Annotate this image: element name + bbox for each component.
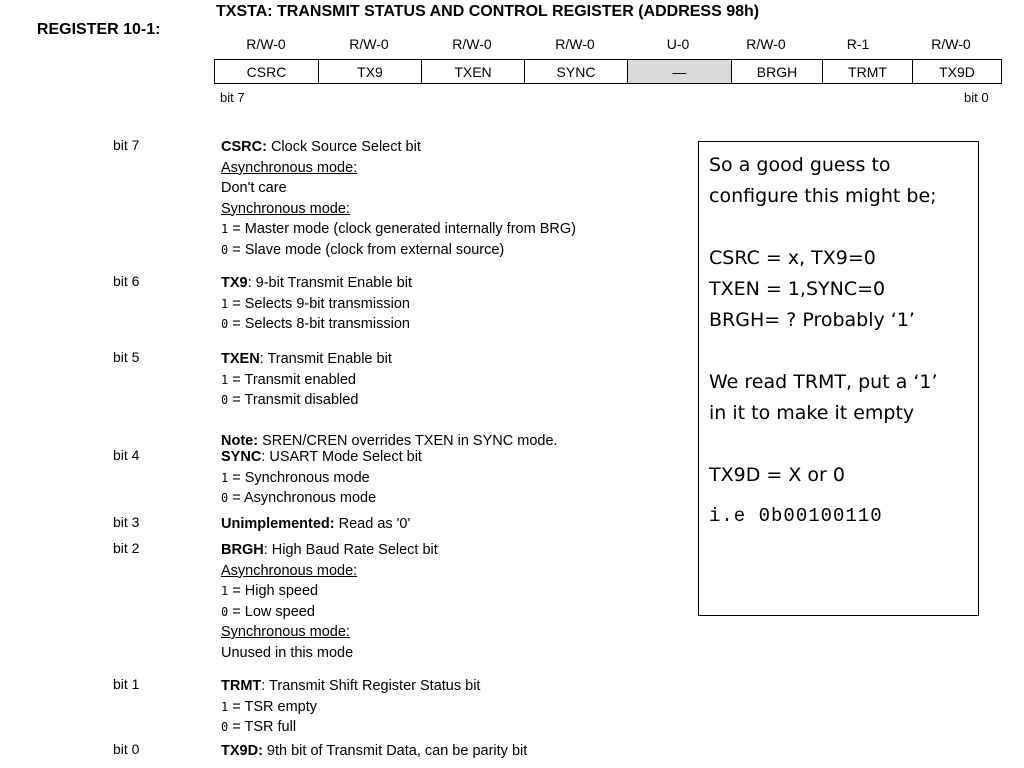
bit-label: bit 6	[113, 273, 140, 289]
bit-detail-line	[221, 622, 438, 643]
access-bit0: R/W-0	[931, 36, 971, 52]
note-line: TXEN = 1,SYNC=0	[709, 278, 886, 300]
note-code: i.e 0b00100110	[709, 505, 883, 527]
bit-detail-line	[221, 390, 558, 411]
note-line: CSRC = x, TX9=0	[709, 247, 876, 269]
bit-value: 1	[221, 470, 229, 485]
bit-label: bit 1	[113, 676, 140, 692]
bit-detail-line	[221, 199, 576, 220]
bit-field-summary: : Transmit Enable bit	[259, 351, 392, 367]
bit-value: 0	[221, 491, 229, 505]
bit-field-name: TRMT	[221, 678, 262, 694]
bit-value: 0	[221, 317, 229, 331]
bit-description	[221, 540, 438, 663]
mode-heading: Synchronous mode:	[221, 200, 350, 217]
bit-detail-line	[221, 697, 480, 718]
bit-title	[221, 741, 527, 762]
bit-description	[221, 273, 412, 335]
bit-detail-line	[221, 581, 438, 602]
bit-value: 0	[221, 393, 229, 407]
register-bit-names	[215, 60, 1002, 84]
bit-value: 0	[221, 604, 229, 619]
bit-label: bit 2	[113, 540, 140, 556]
bit-detail-line	[221, 602, 438, 623]
bit-cell-brgh: BRGH	[732, 60, 823, 84]
note-line: TX9D = X or 0	[709, 464, 845, 486]
bit-detail-text: SREN/CREN overrides TXEN in SYNC mode.	[258, 433, 558, 449]
bit-cell-tx9: TX9	[319, 60, 422, 84]
note-line: in it to make it empty	[709, 402, 915, 424]
note-line: We read TRMT, put a ‘1’	[709, 371, 938, 393]
bit-detail-line	[221, 314, 412, 335]
msb-label: bit 7	[220, 90, 245, 105]
bit-cell-tx9d: TX9D	[913, 60, 1002, 84]
mode-heading: Asynchronous mode:	[221, 159, 358, 176]
bit-label: bit 0	[113, 741, 140, 757]
bit-detail-text: = Transmit enabled	[228, 371, 356, 388]
bit-cell-unimplemented: —	[628, 60, 732, 84]
note-line	[709, 336, 970, 367]
bit-value: 1	[221, 699, 229, 714]
bit-field-summary: : Transmit Shift Register Status bit	[261, 678, 481, 694]
bit-title	[221, 447, 422, 468]
bit-cell-trmt: TRMT	[823, 60, 913, 84]
bit-field-summary: 9th bit of Transmit Data, can be parity bit	[262, 743, 528, 759]
note-lines	[709, 150, 970, 491]
bit-title	[221, 540, 438, 561]
bit-detail-line	[221, 561, 438, 582]
note-line	[709, 429, 970, 460]
bit-detail-text: = Low speed	[228, 603, 315, 620]
bit-detail-line	[221, 158, 576, 179]
bit-detail-line	[221, 178, 576, 199]
bit-label: bit 4	[113, 447, 140, 463]
bit-label: bit 7	[113, 137, 140, 153]
access-bit3: U-0	[666, 36, 690, 52]
bit-detail-text: = Slave mode (clock from external source)	[228, 241, 505, 258]
bit-detail-text: = Selects 8-bit transmission	[228, 316, 410, 332]
bit-label: bit 5	[113, 349, 140, 365]
bit-value: 1	[221, 222, 229, 236]
register-name: TXSTA: TRANSMIT STATUS AND CONTROL REGISTER (ADDRESS 98h)	[216, 3, 760, 20]
bit-field-summary: Clock Source Select bit	[266, 139, 421, 155]
bit-detail-text: = TSR empty	[228, 698, 318, 715]
access-bit1: R-1	[846, 36, 870, 52]
bit-detail-line	[221, 717, 480, 738]
bit-description	[221, 349, 558, 452]
bit-description	[221, 741, 527, 762]
bit-cell-sync: SYNC	[525, 60, 628, 84]
bit-detail-line	[221, 240, 576, 261]
bit-detail-text: = TSR full	[228, 719, 297, 735]
bit-description	[221, 137, 576, 260]
bit-detail-text: = Asynchronous mode	[228, 490, 377, 506]
bit-detail-line	[221, 294, 412, 315]
bit-description	[221, 676, 480, 738]
bit-detail-text: = Transmit disabled	[228, 392, 359, 408]
bit-value: 0	[221, 242, 229, 257]
bit-detail-text: = Selects 9-bit transmission	[228, 295, 410, 312]
bit-field-name: TXEN	[221, 351, 260, 367]
bit-value: 1	[221, 584, 229, 598]
bit-value: 1	[221, 372, 229, 387]
bit-cell-csrc: CSRC	[215, 60, 319, 84]
bit-detail-text: = High speed	[228, 583, 319, 599]
note-line: BRGH= ? Probably ‘1’	[709, 309, 915, 331]
bit-detail-text: = Master mode (clock generated internally from BRG)	[228, 221, 576, 237]
mode-heading: Synchronous mode:	[221, 624, 350, 640]
lsb-label: bit 0	[964, 90, 989, 105]
bit-description	[221, 514, 410, 535]
bit-detail-text: Unused in this mode	[221, 644, 354, 661]
bit-field-name: CSRC:	[221, 139, 267, 155]
note-line	[709, 212, 970, 243]
access-bit5: R/W-0	[452, 36, 492, 52]
bit-label: bit 3	[113, 514, 140, 530]
bit-field-name: TX9	[221, 275, 248, 291]
bit-field-summary: Read as '0'	[334, 516, 411, 532]
bit-title	[221, 349, 558, 370]
bit-value: 1	[221, 296, 229, 311]
register-bit-table	[214, 59, 1002, 84]
register-number: REGISTER 10-1:	[36, 21, 161, 38]
access-bit4: R/W-0	[555, 36, 595, 52]
bit-detail-line	[221, 488, 422, 509]
bit-value: 0	[221, 720, 229, 734]
bit-detail-line	[221, 370, 558, 391]
bit-detail-text: Don't care	[221, 180, 287, 196]
bit-cell-txen: TXEN	[422, 60, 525, 84]
bit-description	[221, 447, 422, 509]
mode-heading: Asynchronous mode:	[221, 562, 358, 579]
access-bit6: R/W-0	[349, 36, 389, 52]
note-label: Note:	[221, 433, 259, 449]
bit-field-name: TX9D:	[221, 743, 263, 759]
annotation-note-box	[698, 141, 979, 616]
bit-title	[221, 514, 410, 535]
bit-field-summary: : 9-bit Transmit Enable bit	[247, 275, 413, 291]
bit-field-name: SYNC	[221, 449, 262, 465]
bit-detail-line	[221, 643, 438, 664]
bit-title	[221, 676, 480, 697]
bit-field-name: BRGH	[221, 542, 264, 558]
note-line: configure this might be;	[709, 185, 937, 207]
access-bit7: R/W-0	[246, 36, 286, 52]
bit-detail-text: = Synchronous mode	[228, 469, 370, 486]
note-line: So a good guess to	[709, 154, 891, 176]
access-bit2: R/W-0	[746, 36, 786, 52]
bit-field-summary: : High Baud Rate Select bit	[263, 542, 438, 558]
register-access-row	[215, 36, 1000, 54]
bit-detail-line	[221, 219, 576, 240]
bit-detail-line	[221, 411, 558, 432]
bit-field-summary: : USART Mode Select bit	[261, 449, 422, 465]
bit-title	[221, 137, 576, 158]
bit-detail-line	[221, 468, 422, 489]
bit-title	[221, 273, 412, 294]
bit-field-name: Unimplemented:	[221, 516, 335, 532]
